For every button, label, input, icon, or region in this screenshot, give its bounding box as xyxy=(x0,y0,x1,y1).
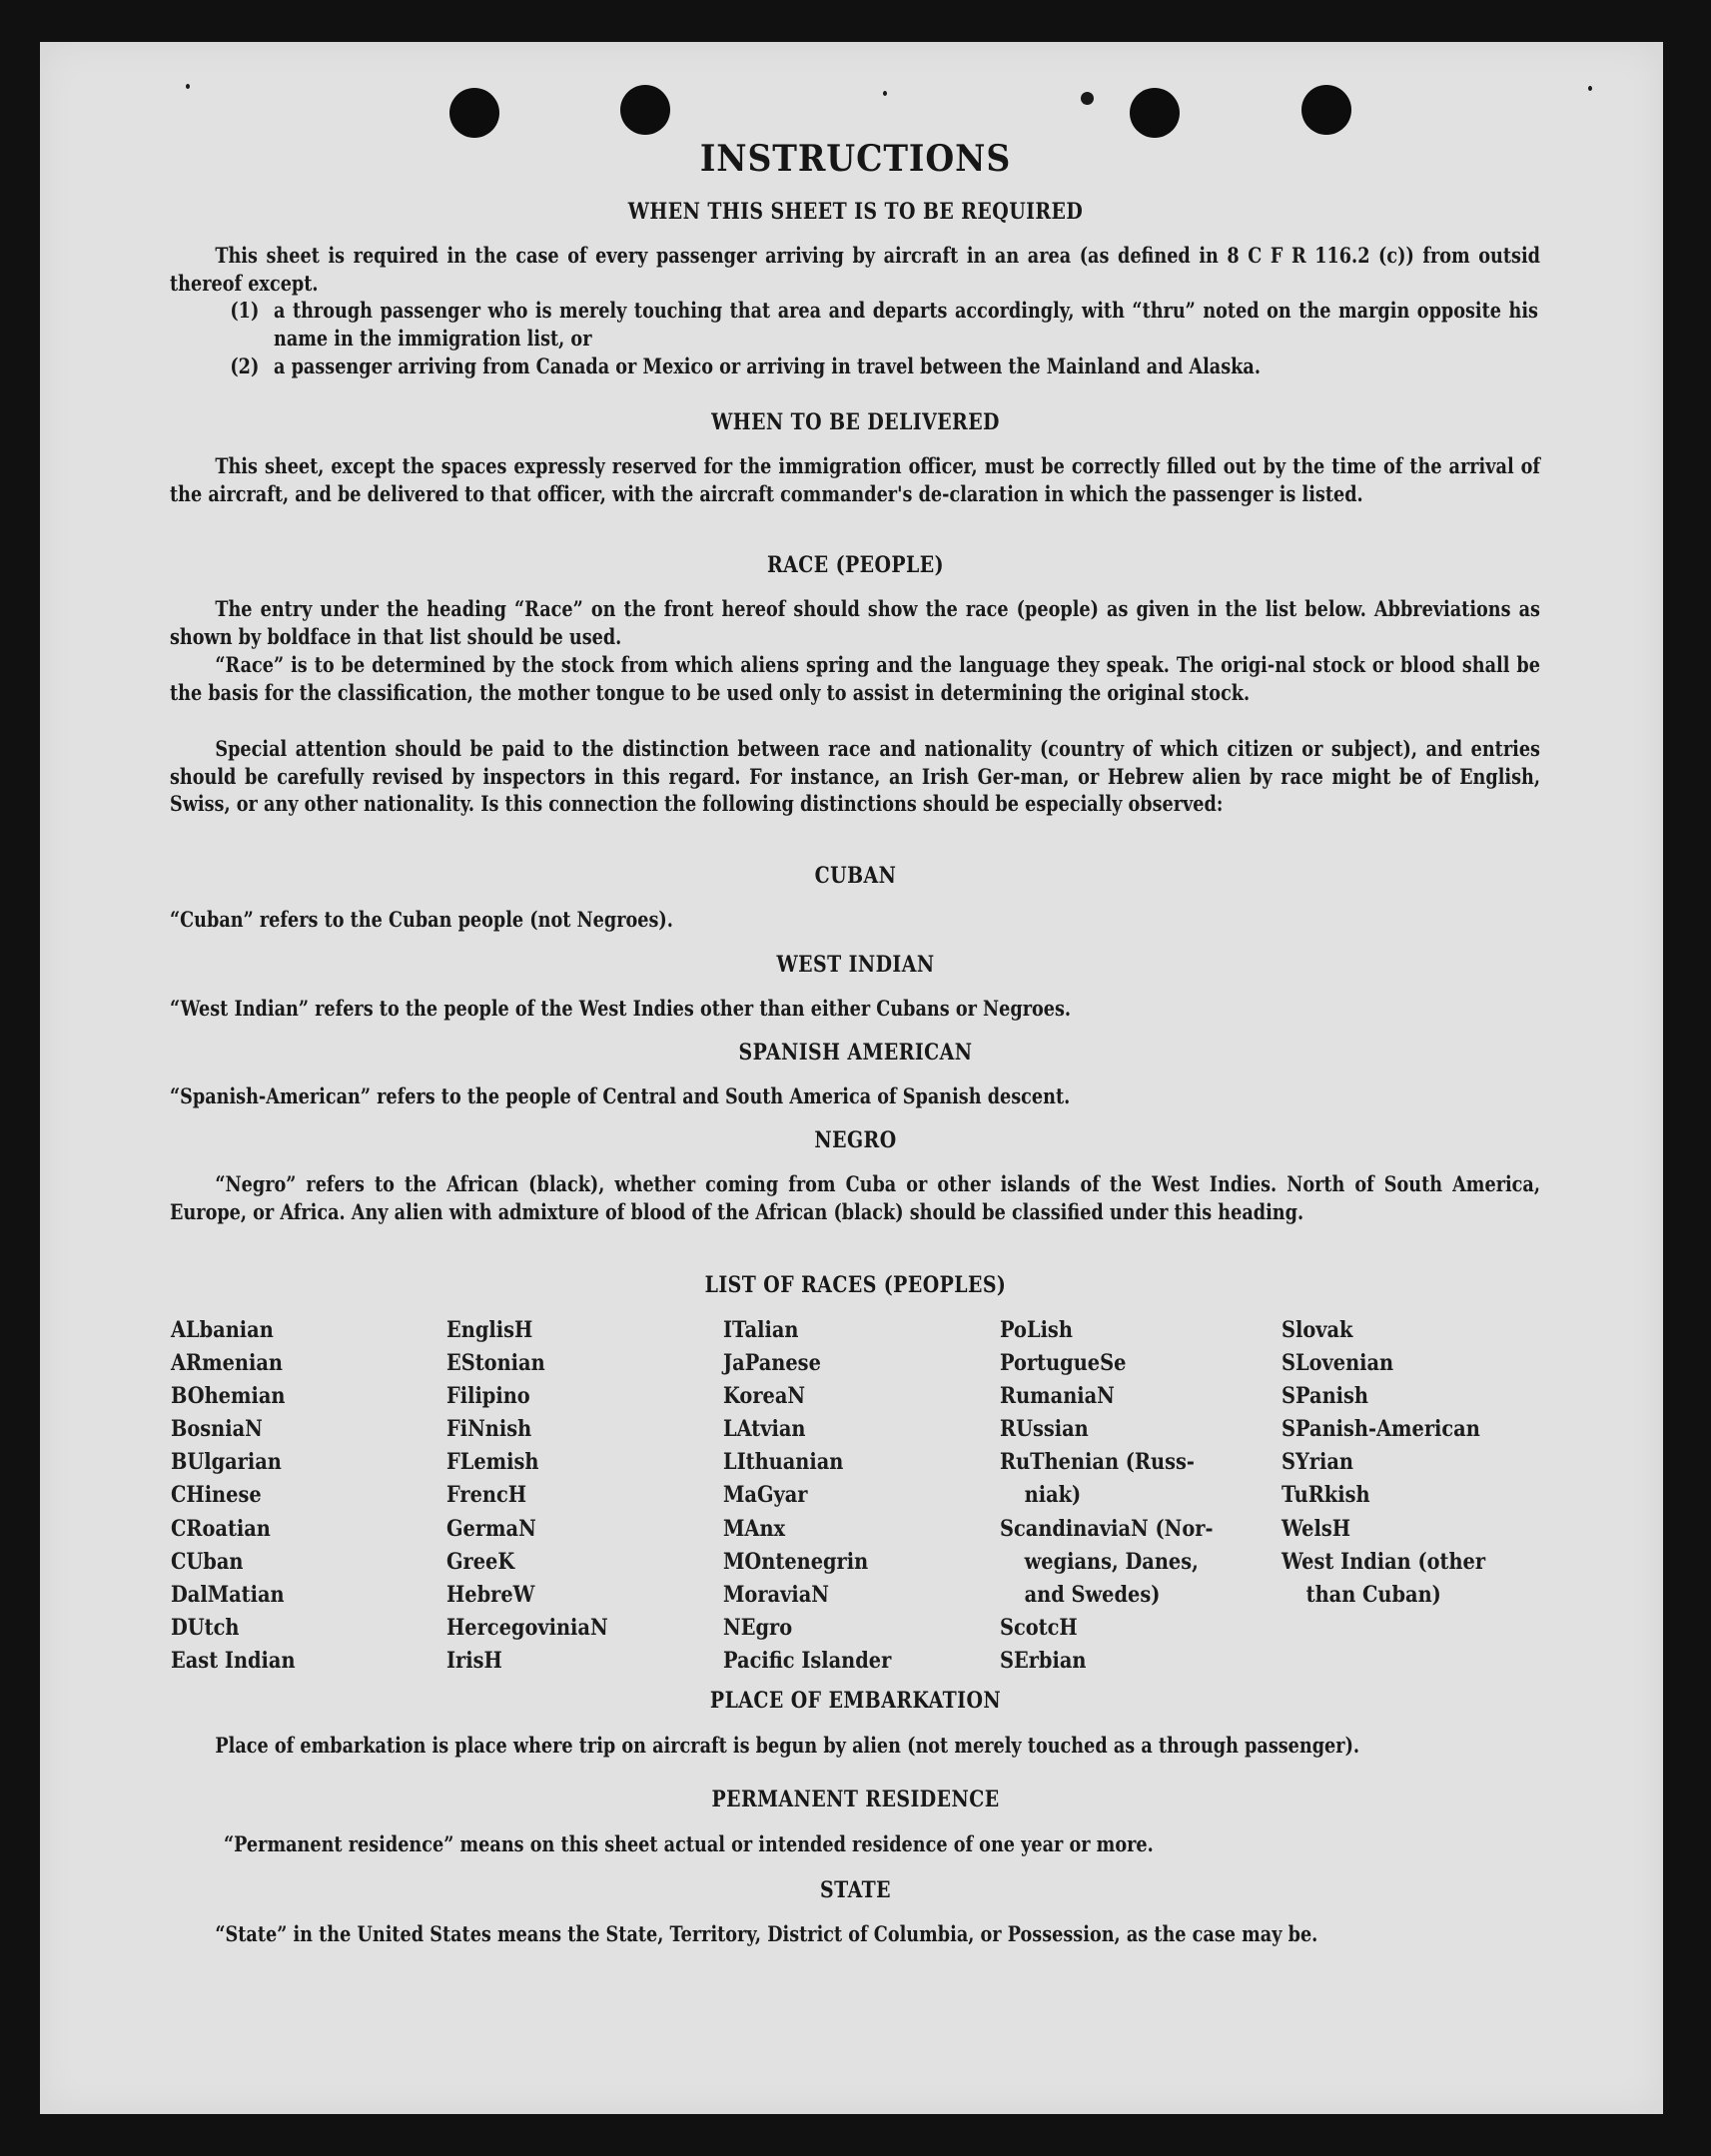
race-entry-continuation: wegians, Danes, xyxy=(1024,1548,1199,1575)
race-paragraph-3: Special attention should be paid to the distinction between race and nationality (country of which citizen or subject), and entries should be carefully revised by inspectors in this regard. For instance, an Irish Ger-man, or Hebrew alien by race might be of English, Swiss, or any other nationality. Is this connection the following distinctions should be especially observed: xyxy=(170,736,1540,817)
race-entry: JaPanese xyxy=(723,1350,821,1377)
races-column-2 xyxy=(446,1314,608,1678)
races-column-3 xyxy=(723,1314,891,1678)
race-entry: SErbian xyxy=(1000,1647,1087,1674)
race-entry: CUban xyxy=(171,1548,244,1575)
race-entry: SPanish xyxy=(1282,1383,1368,1410)
race-entry: RUssian xyxy=(1000,1416,1089,1443)
section-heading-negro: NEGRO xyxy=(814,1127,897,1153)
page-title: INSTRUCTIONS xyxy=(699,138,1012,180)
race-entry: EnglisH xyxy=(446,1317,533,1343)
race-entry: FiNnish xyxy=(446,1416,532,1443)
exception-number: (2) xyxy=(230,354,260,378)
section-heading-permanent-residence: PERMANENT RESIDENCE xyxy=(711,1787,1000,1812)
race-entry: HebreW xyxy=(446,1581,535,1608)
race-entry: GermaN xyxy=(446,1515,536,1542)
race-entry: ARmenian xyxy=(171,1350,283,1377)
speck-mark xyxy=(883,91,887,96)
race-entry: MOntenegrin xyxy=(723,1548,869,1575)
section-heading-place-of-embarkation: PLACE OF EMBARKATION xyxy=(709,1688,1002,1714)
race-entry-continuation: niak) xyxy=(1024,1482,1082,1509)
exception-item-2 xyxy=(230,353,1538,380)
race-entry: East Indian xyxy=(171,1647,296,1674)
race-paragraph-2: “Race” is to be determined by the stock from which aliens spring and the language they speak. The origi-nal stock or blood shall be the basis for the classification, the mother tongue to be used only to assist in determining the original stock. xyxy=(170,652,1540,705)
race-entry: DUtch xyxy=(171,1614,240,1641)
when-required-intro: This sheet is required in the case of every passenger arriving by aircraft in an area (as defined in 8 C F R 116.2 (c)) from outsid thereof except. xyxy=(170,243,1540,296)
race-entry: FLemish xyxy=(446,1449,539,1476)
race-paragraph-1: The entry under the heading “Race” on the front hereof should show the race (people) as given in the list below. Abbreviations as shown by boldface in that list should be used. xyxy=(170,596,1540,649)
race-entry: MoraviaN xyxy=(723,1581,829,1608)
race-entry: MaGyar xyxy=(723,1482,808,1509)
race-entry: West Indian (other xyxy=(1282,1548,1486,1575)
race-entry: SLovenian xyxy=(1282,1350,1394,1377)
race-entry: Pacific Islander xyxy=(723,1647,892,1674)
section-heading-list-of-races: LIST OF RACES (PEOPLES) xyxy=(704,1272,1007,1298)
race-entry: ITalian xyxy=(723,1317,799,1343)
race-entry: WelsH xyxy=(1282,1515,1351,1542)
exception-text: a through passenger who is merely touching that area and departs accordingly, with “thru” noted on the margin opposite his name in the immigration list, or xyxy=(274,298,1538,351)
west-indian-text: “West Indian” refers to the people of the West Indies other than either Cubans or Negroes. xyxy=(170,996,1072,1021)
exception-number: (1) xyxy=(230,298,260,323)
punch-hole xyxy=(449,88,499,138)
section-heading-race: RACE (PEOPLE) xyxy=(766,552,945,578)
race-entry: PoLish xyxy=(1000,1317,1073,1343)
race-entry: ALbanian xyxy=(171,1317,274,1343)
race-entry: SPanish-American xyxy=(1282,1416,1480,1443)
race-entry: SYrian xyxy=(1282,1449,1353,1476)
place-of-embarkation-text: Place of embarkation is place where trip on aircraft is begun by alien (not merely touched as a through passenger). xyxy=(215,1733,1360,1758)
race-entry: BosniaN xyxy=(171,1416,263,1443)
races-column-1 xyxy=(171,1314,296,1678)
speck-mark xyxy=(1081,92,1094,105)
race-entry: BUlgarian xyxy=(171,1449,282,1476)
section-heading-west-indian: WEST INDIAN xyxy=(776,952,935,978)
race-entry: NEgro xyxy=(723,1614,793,1641)
cuban-text: “Cuban” refers to the Cuban people (not Negroes). xyxy=(170,907,673,932)
punch-hole xyxy=(620,85,670,135)
negro-text: “Negro” refers to the African (black), whether coming from Cuba or other islands of the West Indies. North of South America, Europe, or Africa. Any alien with admixture of blood of the African (black) should be classified under this heading. xyxy=(170,1171,1540,1224)
section-heading-when-required: WHEN THIS SHEET IS TO BE REQUIRED xyxy=(627,199,1084,225)
race-entry: EStonian xyxy=(446,1350,545,1377)
race-entry: CRoatian xyxy=(171,1515,271,1542)
when-delivered-text: This sheet, except the spaces expressly reserved for the immigration officer, must be correctly filled out by the time of the arrival of the aircraft, and be delivered to that officer, with the aircraft commander's de-claration in which the passenger is listed. xyxy=(170,453,1540,506)
permanent-residence-text: “Permanent residence” means on this sheet actual or intended residence of one year or more. xyxy=(224,1831,1154,1856)
race-entry: Filipino xyxy=(446,1383,530,1410)
races-column-4 xyxy=(1000,1314,1213,1678)
race-entry: TuRkish xyxy=(1282,1482,1370,1509)
race-entry: HercegoviniaN xyxy=(446,1614,608,1641)
race-entry: ScotcH xyxy=(1000,1614,1078,1641)
section-heading-when-delivered: WHEN TO BE DELIVERED xyxy=(711,409,1000,435)
race-entry: BOhemian xyxy=(171,1383,286,1410)
race-entry: RuThenian (Russ- xyxy=(1000,1449,1195,1476)
exception-text: a passenger arriving from Canada or Mexico or arriving in travel between the Mainland and Alaska. xyxy=(274,354,1261,378)
spanish-american-text: “Spanish-American” refers to the people of Central and South America of Spanish descent. xyxy=(170,1083,1071,1108)
state-text: “State” in the United States means the State, Territory, District of Columbia, or Possession, as the case may be. xyxy=(215,1921,1318,1946)
section-heading-cuban: CUBAN xyxy=(814,863,897,889)
punch-hole xyxy=(1130,88,1180,138)
race-entry-continuation: and Swedes) xyxy=(1024,1581,1161,1608)
speck-mark xyxy=(1588,86,1592,91)
race-entry: Slovak xyxy=(1282,1317,1353,1343)
race-entry: RumaniaN xyxy=(1000,1383,1115,1410)
race-entry: KoreaN xyxy=(723,1383,806,1410)
section-heading-spanish-american: SPANISH AMERICAN xyxy=(738,1040,973,1066)
speck-mark xyxy=(186,84,190,89)
section-heading-state: STATE xyxy=(819,1877,892,1903)
race-entry: FrencH xyxy=(446,1482,527,1509)
race-entry: PortugueSe xyxy=(1000,1350,1127,1377)
race-entry: ScandinaviaN (Nor- xyxy=(1000,1515,1214,1542)
race-entry: CHinese xyxy=(171,1482,262,1509)
race-entry: LIthuanian xyxy=(723,1449,844,1476)
race-entry: LAtvian xyxy=(723,1416,806,1443)
race-entry: DalMatian xyxy=(171,1581,285,1608)
race-entry: IrisH xyxy=(446,1647,502,1674)
race-entry-continuation: than Cuban) xyxy=(1305,1581,1441,1608)
race-entry: GreeK xyxy=(446,1548,515,1575)
race-entry: MAnx xyxy=(723,1515,786,1542)
races-column-5 xyxy=(1282,1314,1485,1612)
exception-item-1 xyxy=(230,297,1538,352)
punch-hole xyxy=(1301,85,1351,135)
